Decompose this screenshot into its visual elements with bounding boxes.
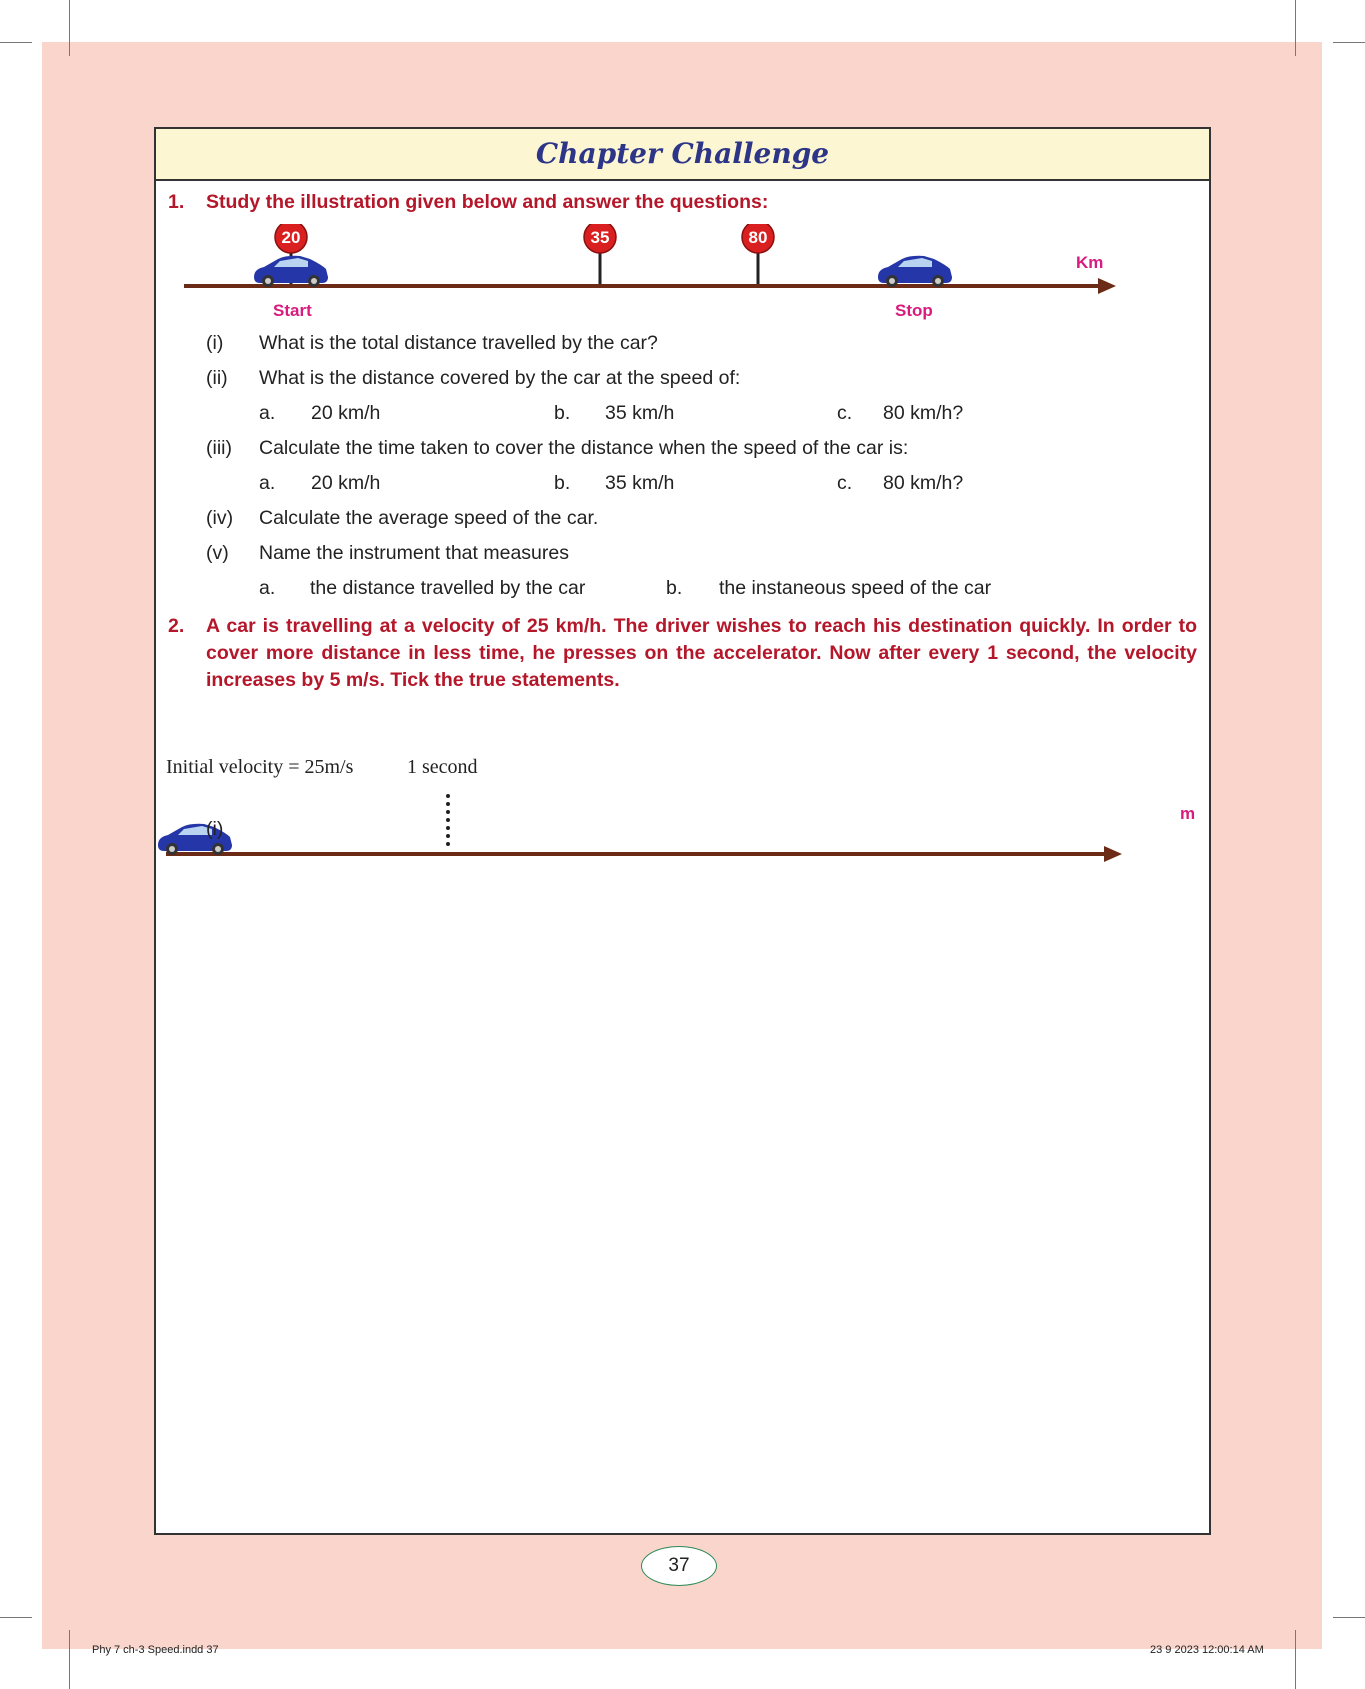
option-text: 80 km/h? xyxy=(883,472,964,494)
question-text: Study the illustration given below and answer the questions: xyxy=(206,191,769,213)
footer-timestamp: 23 9 2023 12:00:14 AM xyxy=(1150,1644,1264,1656)
one-second-label: 1 second xyxy=(407,756,478,778)
option-letter: b. xyxy=(666,577,683,599)
option-text: the distance travelled by the car xyxy=(310,577,586,599)
option-text: 20 km/h xyxy=(311,402,381,424)
crop-mark xyxy=(1295,1630,1296,1689)
item-number: (i) xyxy=(206,818,224,840)
option-letter: c. xyxy=(837,402,853,424)
car-start-image xyxy=(254,256,328,287)
option-text: the instaneous speed of the car xyxy=(719,577,992,599)
speed-sign-20: 20 xyxy=(281,228,301,247)
option-letter: b. xyxy=(554,402,571,424)
stop-label: Stop xyxy=(895,301,933,320)
item-text: Name the instrument that measures xyxy=(259,542,569,564)
item-text: Calculate the average speed of the car. xyxy=(259,507,599,529)
distance-diagram-km xyxy=(156,224,1209,384)
item-text: What is the distance covered by the car at the speed of: xyxy=(259,367,741,389)
crop-mark xyxy=(1295,0,1296,56)
crop-mark xyxy=(69,0,70,56)
option-letter: c. xyxy=(837,472,853,494)
item-number: (v) xyxy=(206,542,229,564)
initial-velocity-label: Initial velocity = 25m/s xyxy=(166,756,354,778)
item-number: (i) xyxy=(206,332,224,354)
car-stop-image xyxy=(878,256,952,287)
question-2 xyxy=(168,613,1209,698)
crop-mark xyxy=(0,42,32,43)
option-text: 35 km/h xyxy=(605,472,675,494)
item-number: (ii) xyxy=(206,367,228,389)
crop-mark xyxy=(0,1617,32,1618)
crop-mark xyxy=(69,1630,70,1689)
start-label: Start xyxy=(273,301,312,320)
item-text: What is the total distance travelled by the car? xyxy=(259,332,658,354)
speed-sign-80: 80 xyxy=(748,228,768,247)
option-text: 80 km/h? xyxy=(883,402,964,424)
speed-sign-35: 35 xyxy=(590,228,610,247)
option-letter: a. xyxy=(259,577,276,599)
question-number: 2. xyxy=(168,615,185,637)
unit-km: Km xyxy=(1076,253,1104,272)
item-number: (iv) xyxy=(206,507,234,529)
option-text: 35 km/h xyxy=(605,402,675,424)
q2-i-text-row xyxy=(156,817,1196,843)
page-title: Chapter Challenge xyxy=(535,137,830,170)
crop-mark xyxy=(1333,1617,1365,1618)
title-band xyxy=(156,129,1209,181)
option-letter: a. xyxy=(259,472,276,494)
option-letter: b. xyxy=(554,472,571,494)
question-number: 1. xyxy=(168,191,185,213)
option-text: 20 km/h xyxy=(311,472,381,494)
option-letter: a. xyxy=(259,402,276,424)
unit-m: m xyxy=(1180,804,1196,823)
item-number: (iii) xyxy=(206,437,232,459)
footer-file-info: Phy 7 ch-3 Speed.indd 37 xyxy=(92,1644,219,1656)
crop-mark xyxy=(1333,42,1365,43)
question-text: A car is travelling at a velocity of 25 km/h. The driver wishes to reach his destination quickly. In order to cover more distance in less time, he presses on the accelerator. Now after every 1 second, the velocity increases by 5 m/s. Tick the true statements. xyxy=(206,615,1197,691)
item-text: Calculate the time taken to cover the distance when the speed of the car is: xyxy=(259,437,909,459)
chapter-challenge-panel xyxy=(154,127,1211,1535)
page-number: 37 xyxy=(641,1546,717,1586)
